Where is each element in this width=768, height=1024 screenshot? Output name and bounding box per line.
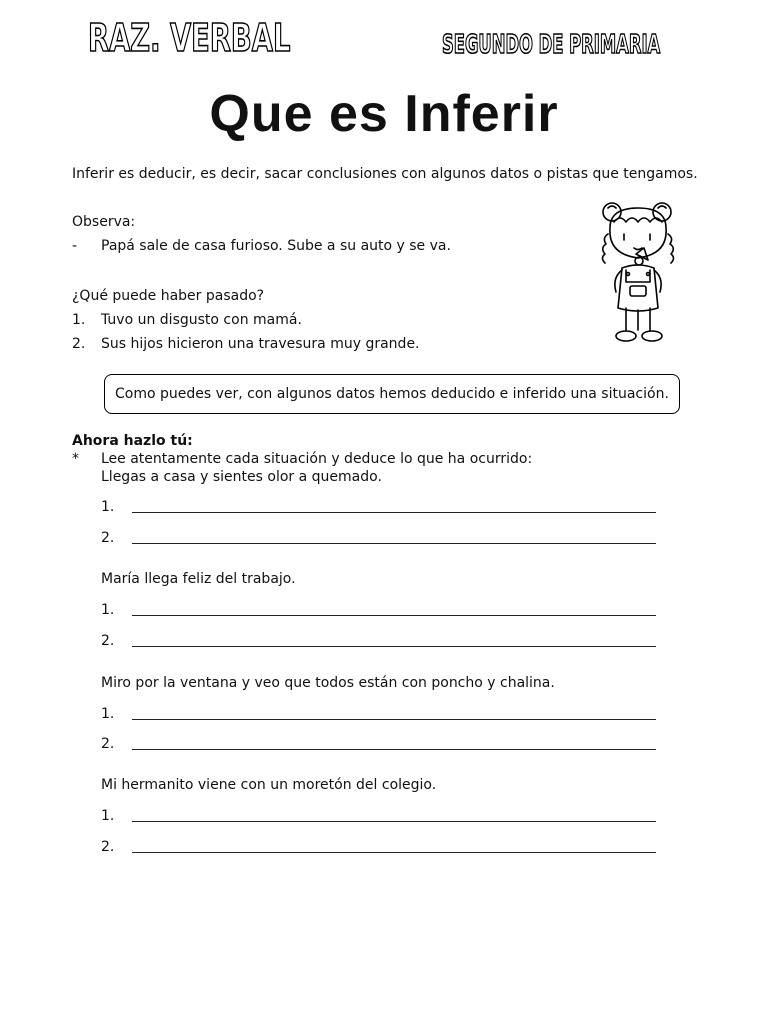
situation-text: Miro por la ventana y veo que todos están con poncho y chalina. <box>101 675 555 691</box>
answer-number: 2. <box>101 839 115 855</box>
answer-number: 1. <box>101 808 115 824</box>
note-box <box>104 374 680 414</box>
answer-number: 1. <box>101 602 115 618</box>
answer-number: 2. <box>72 336 86 352</box>
answer-text: Sus hijos hicieron una travesura muy grande. <box>101 336 420 352</box>
answer-number: 2. <box>101 633 115 649</box>
note-text: Como puedes ver, con algunos datos hemos deducido e inferido una situación. <box>115 386 669 402</box>
answer-line[interactable] <box>132 719 656 720</box>
situation-text: Mi hermanito viene con un moretón del colegio. <box>101 777 437 793</box>
answer-number: 2. <box>101 530 115 546</box>
exercise-instruction: Lee atentamente cada situación y deduce lo que ha ocurrido: <box>101 451 533 467</box>
answer-line[interactable] <box>132 615 656 616</box>
girl-illustration <box>596 198 680 350</box>
answer-line[interactable] <box>132 646 656 647</box>
answer-line[interactable] <box>132 821 656 822</box>
subject-heading: RAZ. VERBAL <box>88 16 291 60</box>
situation-text: Llegas a casa y sientes olor a quemado. <box>101 469 382 485</box>
answer-line[interactable] <box>132 749 656 750</box>
page-title: Que es Inferir <box>209 85 559 143</box>
answer-number: 1. <box>101 706 115 722</box>
answer-number: 1. <box>72 312 86 328</box>
exercise-heading: Ahora hazlo tú: <box>72 433 193 449</box>
question-text: ¿Qué puede haber pasado? <box>72 288 265 304</box>
answer-line[interactable] <box>132 512 656 513</box>
intro-text: Inferir es deducir, es decir, sacar conclusiones con algunos datos o pistas que tengamos. <box>72 166 698 182</box>
star-bullet: * <box>72 451 79 467</box>
observe-bullet: - <box>72 238 78 254</box>
observe-text: Papá sale de casa furioso. Sube a su auto y se va. <box>101 238 451 254</box>
answer-text: Tuvo un disgusto con mamá. <box>101 312 302 328</box>
situation-text: María llega feliz del trabajo. <box>101 571 296 587</box>
grade-heading: SEGUNDO DE PRIMARIA <box>442 30 661 60</box>
observe-label: Observa: <box>72 214 136 230</box>
answer-number: 2. <box>101 736 115 752</box>
answer-number: 1. <box>101 499 115 515</box>
answer-line[interactable] <box>132 852 656 853</box>
answer-line[interactable] <box>132 543 656 544</box>
